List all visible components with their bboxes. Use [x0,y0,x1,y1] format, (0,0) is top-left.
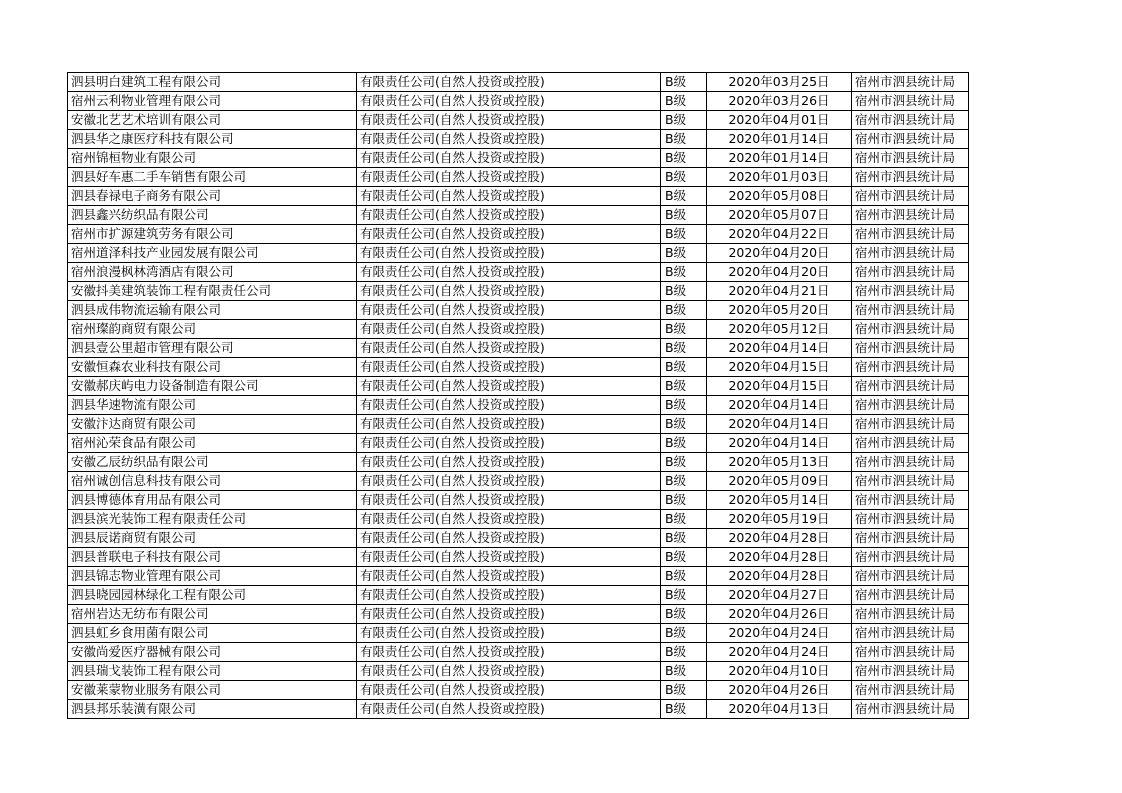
table-row [68,605,969,624]
authority-cell: 宿州市泗县统计局 [852,396,969,415]
credit-grade-cell: B级 [661,206,707,225]
table-row [68,282,969,301]
company-type-cell: 有限责任公司(自然人投资或控股) [357,301,661,320]
table-row [68,187,969,206]
authority-cell: 宿州市泗县统计局 [852,206,969,225]
credit-grade-cell: B级 [661,434,707,453]
authority-cell: 宿州市泗县统计局 [852,111,969,130]
credit-grade-cell: B级 [661,168,707,187]
date-cell: 2020年05月14日 [707,491,852,510]
authority-cell: 宿州市泗县统计局 [852,339,969,358]
company-name-cell: 泗县辰诺商贸有限公司 [68,529,357,548]
authority-cell: 宿州市泗县统计局 [852,453,969,472]
credit-grade-cell: B级 [661,111,707,130]
table-body [68,73,969,719]
company-name-cell: 泗县成伟物流运输有限公司 [68,301,357,320]
authority-cell: 宿州市泗县统计局 [852,377,969,396]
table-row [68,301,969,320]
date-cell: 2020年04月20日 [707,244,852,263]
date-cell: 2020年04月21日 [707,282,852,301]
table-row [68,434,969,453]
authority-cell: 宿州市泗县统计局 [852,301,969,320]
company-name-cell: 宿州市扩源建筑劳务有限公司 [68,225,357,244]
authority-cell: 宿州市泗县统计局 [852,263,969,282]
authority-cell: 宿州市泗县统计局 [852,92,969,111]
company-name-cell: 安徽郝庆屿电力设备制造有限公司 [68,377,357,396]
company-type-cell: 有限责任公司(自然人投资或控股) [357,434,661,453]
credit-grade-cell: B级 [661,643,707,662]
company-type-cell: 有限责任公司(自然人投资或控股) [357,681,661,700]
company-type-cell: 有限责任公司(自然人投资或控股) [357,206,661,225]
credit-grade-cell: B级 [661,605,707,624]
company-name-cell: 宿州沁荣食品有限公司 [68,434,357,453]
company-type-cell: 有限责任公司(自然人投资或控股) [357,244,661,263]
company-type-cell: 有限责任公司(自然人投资或控股) [357,643,661,662]
credit-grade-cell: B级 [661,510,707,529]
company-type-cell: 有限责任公司(自然人投资或控股) [357,529,661,548]
company-type-cell: 有限责任公司(自然人投资或控股) [357,92,661,111]
company-type-cell: 有限责任公司(自然人投资或控股) [357,225,661,244]
company-name-cell: 宿州浪漫枫林湾酒店有限公司 [68,263,357,282]
company-type-cell: 有限责任公司(自然人投资或控股) [357,187,661,206]
credit-grade-cell: B级 [661,130,707,149]
company-type-cell: 有限责任公司(自然人投资或控股) [357,168,661,187]
authority-cell: 宿州市泗县统计局 [852,472,969,491]
authority-cell: 宿州市泗县统计局 [852,434,969,453]
date-cell: 2020年04月20日 [707,263,852,282]
date-cell: 2020年05月13日 [707,453,852,472]
table-row [68,681,969,700]
date-cell: 2020年04月14日 [707,396,852,415]
company-name-cell: 泗县鑫兴纺织品有限公司 [68,206,357,225]
table-row [68,168,969,187]
authority-cell: 宿州市泗县统计局 [852,149,969,168]
authority-cell: 宿州市泗县统计局 [852,624,969,643]
table-row [68,662,969,681]
company-type-cell: 有限责任公司(自然人投资或控股) [357,130,661,149]
date-cell: 2020年04月26日 [707,605,852,624]
credit-grade-cell: B级 [661,301,707,320]
company-name-cell: 安徽北艺艺术培训有限公司 [68,111,357,130]
credit-grade-cell: B级 [661,358,707,377]
credit-grade-cell: B级 [661,472,707,491]
company-name-cell: 安徽汴达商贸有限公司 [68,415,357,434]
authority-cell: 宿州市泗县统计局 [852,567,969,586]
table-row [68,510,969,529]
date-cell: 2020年01月14日 [707,149,852,168]
authority-cell: 宿州市泗县统计局 [852,168,969,187]
authority-cell: 宿州市泗县统计局 [852,73,969,92]
credit-grade-cell: B级 [661,263,707,282]
date-cell: 2020年04月10日 [707,662,852,681]
table-row [68,567,969,586]
credit-grade-cell: B级 [661,149,707,168]
authority-cell: 宿州市泗县统计局 [852,491,969,510]
date-cell: 2020年04月13日 [707,700,852,719]
table-row [68,453,969,472]
data-table [67,72,969,719]
company-name-cell: 安徽尚爱医疗器械有限公司 [68,643,357,662]
company-name-cell: 宿州诚创信息科技有限公司 [68,472,357,491]
table-row [68,92,969,111]
credit-grade-cell: B级 [661,681,707,700]
table-row [68,206,969,225]
authority-cell: 宿州市泗县统计局 [852,415,969,434]
company-type-cell: 有限责任公司(自然人投资或控股) [357,567,661,586]
authority-cell: 宿州市泗县统计局 [852,320,969,339]
date-cell: 2020年05月20日 [707,301,852,320]
credit-grade-cell: B级 [661,415,707,434]
company-name-cell: 泗县晓园园林绿化工程有限公司 [68,586,357,605]
date-cell: 2020年04月26日 [707,681,852,700]
authority-cell: 宿州市泗县统计局 [852,529,969,548]
date-cell: 2020年04月28日 [707,529,852,548]
company-name-cell: 泗县锦志物业管理有限公司 [68,567,357,586]
company-name-cell: 泗县春禄电子商务有限公司 [68,187,357,206]
company-type-cell: 有限责任公司(自然人投资或控股) [357,491,661,510]
credit-grade-cell: B级 [661,662,707,681]
table-row [68,396,969,415]
company-type-cell: 有限责任公司(自然人投资或控股) [357,377,661,396]
authority-cell: 宿州市泗县统计局 [852,586,969,605]
table-row [68,111,969,130]
table-row [68,320,969,339]
credit-grade-cell: B级 [661,624,707,643]
credit-grade-cell: B级 [661,320,707,339]
date-cell: 2020年04月24日 [707,624,852,643]
authority-cell: 宿州市泗县统计局 [852,187,969,206]
table-row [68,358,969,377]
credit-grade-cell: B级 [661,92,707,111]
authority-cell: 宿州市泗县统计局 [852,605,969,624]
authority-cell: 宿州市泗县统计局 [852,643,969,662]
date-cell: 2020年03月25日 [707,73,852,92]
authority-cell: 宿州市泗县统计局 [852,282,969,301]
date-cell: 2020年01月03日 [707,168,852,187]
date-cell: 2020年04月22日 [707,225,852,244]
company-name-cell: 宿州道泽科技产业园发展有限公司 [68,244,357,263]
company-name-cell: 宿州云利物业管理有限公司 [68,92,357,111]
date-cell: 2020年01月14日 [707,130,852,149]
company-name-cell: 安徽恒森农业科技有限公司 [68,358,357,377]
company-type-cell: 有限责任公司(自然人投资或控股) [357,149,661,168]
company-type-cell: 有限责任公司(自然人投资或控股) [357,453,661,472]
company-name-cell: 泗县普联电子科技有限公司 [68,548,357,567]
table-row [68,339,969,358]
credit-grade-cell: B级 [661,548,707,567]
company-name-cell: 宿州岩达无纺布有限公司 [68,605,357,624]
credit-grade-cell: B级 [661,453,707,472]
company-name-cell: 安徽乙辰纺织品有限公司 [68,453,357,472]
date-cell: 2020年05月08日 [707,187,852,206]
table-row [68,263,969,282]
table-row [68,586,969,605]
date-cell: 2020年05月12日 [707,320,852,339]
company-type-cell: 有限责任公司(自然人投资或控股) [357,624,661,643]
company-type-cell: 有限责任公司(自然人投资或控股) [357,605,661,624]
authority-cell: 宿州市泗县统计局 [852,130,969,149]
company-type-cell: 有限责任公司(自然人投资或控股) [357,73,661,92]
date-cell: 2020年04月27日 [707,586,852,605]
company-name-cell: 泗县明白建筑工程有限公司 [68,73,357,92]
company-type-cell: 有限责任公司(自然人投资或控股) [357,472,661,491]
credit-grade-cell: B级 [661,187,707,206]
date-cell: 2020年04月15日 [707,377,852,396]
company-type-cell: 有限责任公司(自然人投资或控股) [357,700,661,719]
company-name-cell: 泗县华速物流有限公司 [68,396,357,415]
company-type-cell: 有限责任公司(自然人投资或控股) [357,282,661,301]
table-row [68,149,969,168]
table-row [68,548,969,567]
date-cell: 2020年04月14日 [707,434,852,453]
company-name-cell: 泗县博德体育用品有限公司 [68,491,357,510]
company-type-cell: 有限责任公司(自然人投资或控股) [357,415,661,434]
credit-grade-cell: B级 [661,586,707,605]
table-row [68,643,969,662]
company-name-cell: 泗县好车惠二手车销售有限公司 [68,168,357,187]
date-cell: 2020年04月24日 [707,643,852,662]
credit-grade-cell: B级 [661,491,707,510]
table-row [68,130,969,149]
date-cell: 2020年04月01日 [707,111,852,130]
credit-grade-cell: B级 [661,73,707,92]
date-cell: 2020年04月15日 [707,358,852,377]
date-cell: 2020年05月07日 [707,206,852,225]
credit-grade-cell: B级 [661,377,707,396]
table-row [68,377,969,396]
authority-cell: 宿州市泗县统计局 [852,358,969,377]
company-name-cell: 泗县瑞戈装饰工程有限公司 [68,662,357,681]
authority-cell: 宿州市泗县统计局 [852,681,969,700]
date-cell: 2020年04月28日 [707,567,852,586]
credit-grade-cell: B级 [661,567,707,586]
company-name-cell: 泗县虹乡食用菌有限公司 [68,624,357,643]
table-row [68,225,969,244]
company-type-cell: 有限责任公司(自然人投资或控股) [357,510,661,529]
company-type-cell: 有限责任公司(自然人投资或控股) [357,263,661,282]
credit-grade-cell: B级 [661,225,707,244]
company-name-cell: 泗县华之康医疗科技有限公司 [68,130,357,149]
table-row [68,624,969,643]
authority-cell: 宿州市泗县统计局 [852,244,969,263]
company-name-cell: 泗县壹公里超市管理有限公司 [68,339,357,358]
credit-grade-cell: B级 [661,339,707,358]
credit-grade-cell: B级 [661,282,707,301]
table-row [68,415,969,434]
table-row [68,529,969,548]
authority-cell: 宿州市泗县统计局 [852,510,969,529]
date-cell: 2020年04月14日 [707,339,852,358]
table-row [68,244,969,263]
credit-grade-cell: B级 [661,396,707,415]
company-name-cell: 泗县邦乐装潢有限公司 [68,700,357,719]
credit-grade-cell: B级 [661,529,707,548]
authority-cell: 宿州市泗县统计局 [852,662,969,681]
credit-grade-cell: B级 [661,700,707,719]
authority-cell: 宿州市泗县统计局 [852,225,969,244]
company-type-cell: 有限责任公司(自然人投资或控股) [357,320,661,339]
table-row [68,700,969,719]
company-type-cell: 有限责任公司(自然人投资或控股) [357,339,661,358]
company-type-cell: 有限责任公司(自然人投资或控股) [357,358,661,377]
authority-cell: 宿州市泗县统计局 [852,700,969,719]
authority-cell: 宿州市泗县统计局 [852,548,969,567]
date-cell: 2020年04月14日 [707,415,852,434]
table-row [68,472,969,491]
company-type-cell: 有限责任公司(自然人投资或控股) [357,662,661,681]
credit-grade-cell: B级 [661,244,707,263]
company-name-cell: 宿州锦桓物业有限公司 [68,149,357,168]
date-cell: 2020年05月09日 [707,472,852,491]
table-row [68,491,969,510]
company-type-cell: 有限责任公司(自然人投资或控股) [357,396,661,415]
table-row [68,73,969,92]
date-cell: 2020年05月19日 [707,510,852,529]
company-name-cell: 宿州璨韵商贸有限公司 [68,320,357,339]
company-type-cell: 有限责任公司(自然人投资或控股) [357,111,661,130]
date-cell: 2020年04月28日 [707,548,852,567]
company-type-cell: 有限责任公司(自然人投资或控股) [357,586,661,605]
date-cell: 2020年03月26日 [707,92,852,111]
company-name-cell: 泗县滨光装饰工程有限责任公司 [68,510,357,529]
company-name-cell: 安徽莱蒙物业服务有限公司 [68,681,357,700]
company-type-cell: 有限责任公司(自然人投资或控股) [357,548,661,567]
company-name-cell: 安徽抖美建筑装饰工程有限责任公司 [68,282,357,301]
